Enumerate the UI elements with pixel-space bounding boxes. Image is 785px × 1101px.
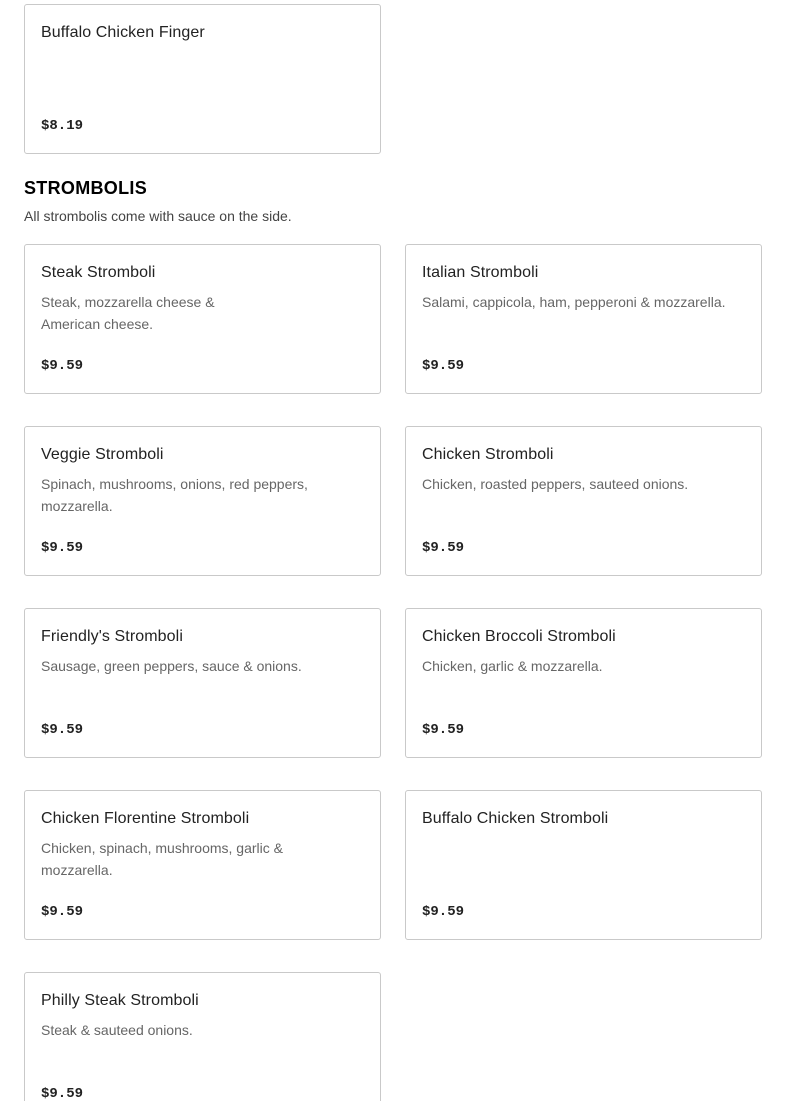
menu-item-price: $9.59 (422, 540, 465, 556)
menu-item-name: Chicken Florentine Stromboli (41, 810, 250, 827)
menu-item-name: Steak Stromboli (41, 264, 156, 281)
menu-item-price: $9.59 (422, 722, 465, 738)
menu-item-price: $9.59 (41, 540, 84, 556)
menu-item-card[interactable] (24, 244, 381, 394)
menu-item-name: Friendly's Stromboli (41, 628, 183, 645)
menu-item-name: Buffalo Chicken Stromboli (422, 810, 609, 827)
menu-item-price: $8.19 (41, 118, 84, 134)
menu-item-description: Salami, cappicola, ham, pepperoni & mozzarella. (422, 294, 726, 310)
menu-item-card[interactable] (24, 608, 381, 758)
menu-item-name: Italian Stromboli (422, 264, 539, 281)
menu-item-name: Buffalo Chicken Finger (41, 24, 205, 41)
menu-item-description: Chicken, spinach, mushrooms, garlic & mozzarella. (41, 840, 283, 878)
menu-item-card[interactable] (405, 244, 762, 394)
menu-item-price: $9.59 (41, 722, 84, 738)
menu-item-description: Chicken, roasted peppers, sauteed onions. (422, 476, 689, 492)
menu-item-price: $9.59 (422, 358, 465, 374)
menu-item-price: $9.59 (41, 1086, 84, 1101)
menu-item-name: Veggie Stromboli (41, 446, 164, 463)
menu-item-price: $9.59 (422, 904, 465, 920)
menu-item-card[interactable] (24, 426, 381, 576)
menu-item-card[interactable] (24, 972, 381, 1101)
menu-item-description: Steak & sauteed onions. (41, 1022, 193, 1038)
menu-item-name: Chicken Broccoli Stromboli (422, 628, 616, 645)
menu-item-description: Chicken, garlic & mozzarella. (422, 658, 603, 674)
menu-item-description: Sausage, green peppers, sauce & onions. (41, 658, 302, 674)
menu-item-price: $9.59 (41, 904, 84, 920)
menu-item-description: Steak, mozzarella cheese & American cheese. (41, 294, 215, 332)
menu-item-name: Chicken Stromboli (422, 446, 554, 463)
menu-item-card[interactable] (24, 790, 381, 940)
menu-item-price: $9.59 (41, 358, 84, 374)
section-title: STROMBOLIS (24, 178, 147, 198)
menu-item-card[interactable] (405, 608, 762, 758)
menu-item-card[interactable] (405, 790, 762, 940)
menu-item-card[interactable] (24, 4, 381, 154)
menu-item-name: Philly Steak Stromboli (41, 992, 199, 1009)
menu-item-description: Spinach, mushrooms, onions, red peppers, mozzarella. (41, 476, 308, 514)
menu-item-card[interactable] (405, 426, 762, 576)
section-note: All strombolis come with sauce on the side. (24, 208, 292, 224)
